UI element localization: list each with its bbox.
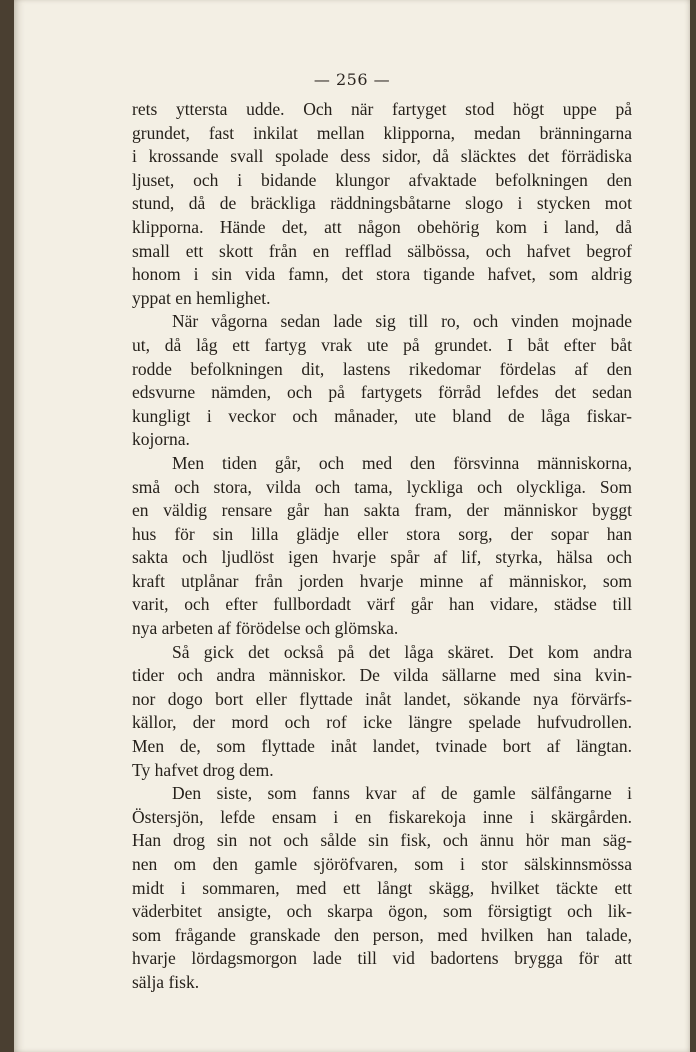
book-page [14, 0, 690, 1052]
text-line: sakta och ljudlöst igen hvarje spår af lif, styrka, hälsa och [132, 547, 632, 568]
text-line: en väldig rensare går han sakta fram, der människor byggt [132, 500, 632, 521]
paragraph [132, 641, 632, 783]
text-line: som frågande granskade den person, med hvilken han talade, [132, 924, 632, 945]
paragraph [132, 310, 632, 452]
text-line: stund, då de bräckliga räddningsbåtarne slogo i stycken mot [132, 193, 632, 214]
paragraph [132, 782, 632, 994]
text-line: Ty hafvet drog dem. [132, 759, 274, 780]
text-line: tider och andra människor. De vilda sällarne med sina kvin- [132, 665, 632, 686]
body-text [132, 98, 632, 995]
text-line: nor dogo bort eller flyttade inåt landet, sökande nya förvärfs- [132, 688, 632, 709]
text-line: Men tiden går, och med den försvinna människorna, [172, 452, 632, 473]
text-line: i krossande svall spolade dess sidor, då släcktes det förrädiska [132, 146, 632, 167]
paragraph [132, 452, 632, 641]
text-line: grundet, fast inkilat mellan klipporna, medan bränningarna [132, 122, 632, 143]
text-line: klipporna. Hände det, att någon obehörig kom i land, då [132, 216, 632, 237]
text-line: När vågorna sedan lade sig till ro, och vinden mojnade [172, 311, 632, 332]
text-line: edsvurne nämden, och på fartygets förråd lefdes det sedan [132, 382, 632, 403]
text-line: hus för sin lilla glädje eller stora sorg, der sopar han [132, 523, 632, 544]
text-line: small ett skott från en refflad sälbössa, och hafvet begrof [132, 240, 632, 261]
page-number: — 256 — [313, 70, 391, 89]
text-line: Den siste, som fanns kvar af de gamle sälfångarne i [172, 783, 632, 804]
text-line: honom i sin vida famn, det stora tigande hafvet, som aldrig [132, 264, 632, 285]
text-line: yppat en hemlighet. [132, 287, 271, 308]
text-line: Men de, som flyttade inåt landet, tvinade bort af längtan. [132, 736, 632, 757]
paragraph [132, 98, 632, 310]
text-line: nya arbeten af förödelse och glömska. [132, 618, 399, 639]
text-line: sälja fisk. [132, 971, 200, 992]
text-line: Han drog sin not och sålde sin fisk, och ännu hör man säg- [132, 830, 632, 851]
text-line: nen om den gamle sjöröfvaren, som i stor sälskinnsmössa [132, 854, 632, 874]
text-line: små och stora, vilda och tama, lyckliga och olyckliga. Som [132, 476, 632, 497]
text-line: varit, och efter fullbordadt värf går han vidare, städse till [132, 594, 632, 615]
text-line: ut, då låg ett fartyg vrak ute på grundet. I båt efter båt [132, 334, 632, 355]
text-line: ljuset, och i bidande klungor afvaktade befolkningen den [132, 169, 632, 190]
text-line: kojorna. [132, 429, 190, 450]
text-line: källor, der mord och rof icke längre spelade hufvudrollen. [132, 712, 632, 733]
text-line: kungligt i veckor och månader, ute bland de låga fiskar- [132, 405, 632, 426]
text-line: kraft utplånar från jorden hvarje minne af människor, som [132, 570, 632, 591]
text-line: hvarje lördagsmorgon lade till vid badortens brygga för att [132, 948, 632, 969]
text-line: Så gick det också på det låga skäret. Det kom andra [172, 641, 632, 662]
text-line: Östersjön, lefde ensam i en fiskarekoja inne i skärgården. [132, 806, 632, 827]
text-line: rodde befolkningen dit, lastens rikedomar fördelas af den [132, 358, 632, 379]
text-line: rets yttersta udde. Och när fartyget stod högt uppe på [132, 99, 632, 119]
text-line: midt i sommaren, med ett långt skägg, hvilket täckte ett [132, 877, 632, 898]
text-line: väderbitet ansigte, och skarpa ögon, som försigtigt och lik- [132, 901, 632, 922]
